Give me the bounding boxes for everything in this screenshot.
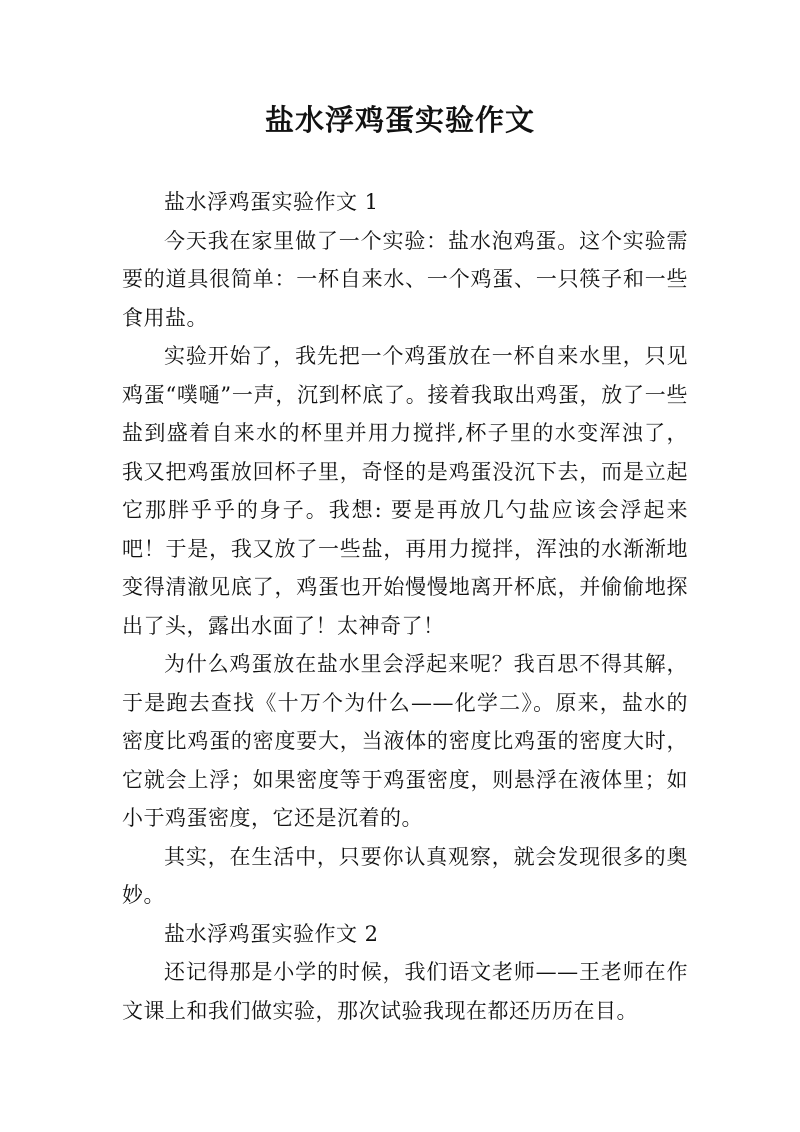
document-title: 盐水浮鸡蛋实验作文 [264,103,535,137]
paragraph: 还记得那是小学的时候，我们语文老师——王老师在作文课上和我们做实验，那次试验我现在都还历历在目。 [122,960,688,1023]
paragraph: 实验开始了，我先把一个鸡蛋放在一杯自来水里，只见鸡蛋“噗嗵”一声，沉到杯底了。接着我取出鸡蛋，放了一些盐到盛着自来水的杯里并用力搅拌,杯子里的水变浑浊了，我又把鸡蛋放回杯子里，奇怪的是鸡蛋没沉下去，而是立起它那胖乎乎的身子。我想: 要是再放几勺盐应该会浮起来吧！于是，我又放了一些盐，再用力搅拌，浑浊的水渐渐地变得清澈见底了，鸡蛋也开始慢慢地离开杯底，并偷偷地探出了头，露出水面了！太神奇了！ [122,344,688,638]
paragraph: 其实，在生活中，只要你认真观察，就会发现很多的奥妙。 [122,844,688,907]
document-body [122,183,688,1030]
paragraph: 今天我在家里做了一个实验：盐水泡鸡蛋。这个实验需要的道具很简单：一杯自来水、一个鸡蛋、一只筷子和一些食用盐。 [122,228,688,330]
essay-heading-1: 盐水浮鸡蛋实验作文 1 [164,190,379,214]
essay-heading-2: 盐水浮鸡蛋实验作文 2 [164,921,379,946]
paragraph: 为什么鸡蛋放在盐水里会浮起来呢？我百思不得其解，于是跑去查找《十万个为什么——化学二》。原来，盐水的密度比鸡蛋的密度要大，当液体的密度比鸡蛋的密度大时，它就会上浮；如果密度等于鸡蛋密度，则悬浮在液体里；如小于鸡蛋密度，它还是沉着的。 [122,652,688,830]
